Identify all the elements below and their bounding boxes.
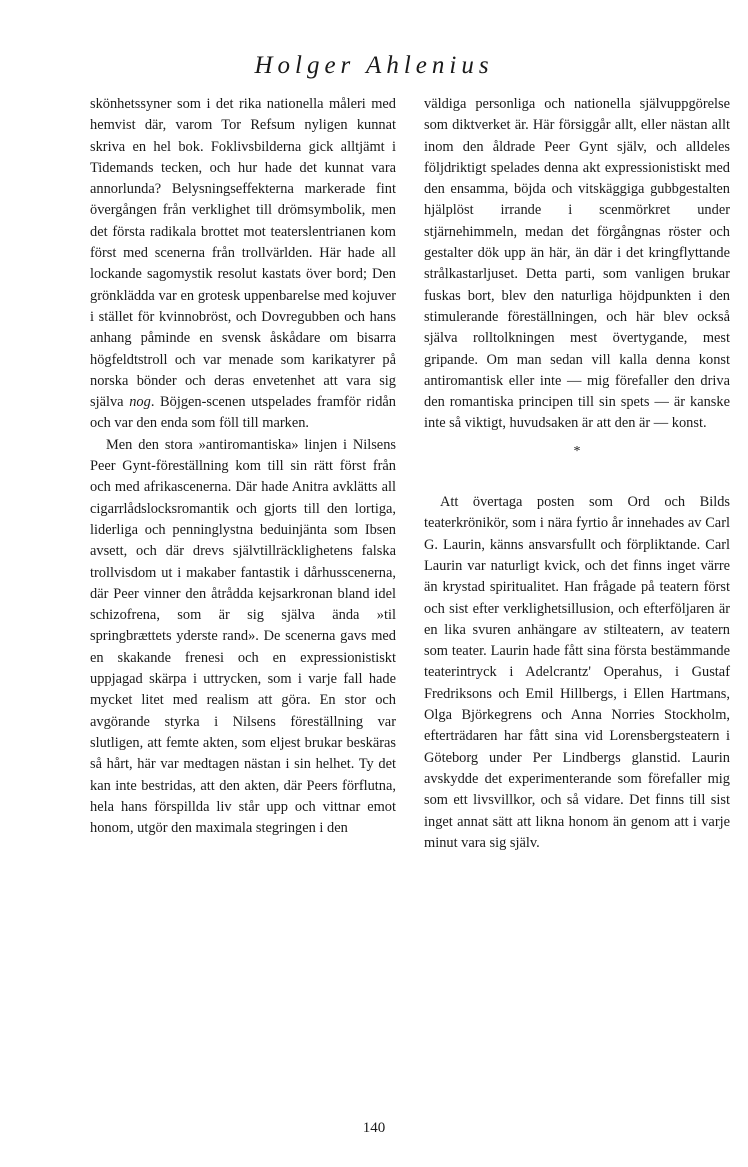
paragraph-text: skönhetssyner som i det rika nationella måleri med hemvist där, varom Tor Refsum nyligen kunnat skriva en hel bok. Foklivsbilderna gick alltjämt i Tidemands tecken, och hur hade det kunnat vara annorlunda? Belysningseffekterna markerade fint övergången från verklighet till drömsymbolik, men det första radikala brottet mot teaterslentrianen kom först med scenerna från trollvärlden. Här hade all lockande sagomystik resolut kastats över bord; Den grönklädda var en grotesk uppenbarelse med kojuver i stället för kvinnobröst, och Dovregubben och hans anhang påminde en svensk åskådare om bisarra högfeldtstroll och var menade som karikatyrer på norska bönder och deras envetenhet att vara sig själva (90, 96, 396, 411)
emphasized-word: nog (129, 394, 151, 411)
right-column (424, 94, 730, 854)
body-paragraph: Att övertaga posten som Ord och Bilds teaterkrönikör, som i nära fyrtio år innehades av Carl G. Laurin, känns ansvarsfullt och förpliktande. Carl Laurin var naturligt kvick, och det finns inget värre än krystad spiritualitet. Han frågade på teatern först och sist efter verklighetsillusion, och efterföljaren är en lika svuren anhängare av stilteatern, av teatern som teater. Laurin hade fått sina första bestämmande teaterintryck i Adelcrantz' Operahus, i Gustaf Fredriksons och Emil Hillbergs, i Ellen Hartmans, Olga Björkegrens och Anna Norries Stockholm, efterträdaren har fått sina vid Lorensbergsteatern i Göteborg under Per Lindbergs glanstid. Laurin avskydde det experimenterande som förefaller mig som ett livsvillkor, och så vidare. Det finns till sist inget annat sätt att likna honom än genom att i varje minut vara sig själv. (424, 494, 730, 851)
body-paragraph (90, 94, 396, 435)
body-paragraph: Men den stora »antiromantiska» linjen i Nilsens Peer Gynt-föreställning kom till sin rätt först från och med afrikascenerna. Där hade Anitra avklätts all cigarrlådslocksromantik och gjorts till den lortiga, liderliga och penninglystna beduinjänta som Ibsen avsett, och där drevs självtillräcklighetens falska trollvisdom ut i makaber fantastik i dårhusscenerna, där Peer vinner den åtrådda kejsarkronan bland idel schizofrena, som är sig själva ända »til springbrættets yderste rand». De scenerna gavs med en skakande frenesi och en expressionistiskt uppjagad skärpa i uttrycken, som i varje fall hade mycket litet med realism att göra. En stor och avgörande styrka i Nilsens föreställning var slutligen, att femte akten, som eljest brukar beskäras så hårt, här var medtagen nästan i sin helhet. Ty det kan inte bestridas, att den akten, där Peers förflutna, hela hans förspillda liv står upp och vittnar emot honom, utgör den maximala stegringen i den (90, 436, 396, 837)
left-column (90, 94, 396, 839)
running-header: Holger Ahlenius (254, 52, 494, 79)
page-number: 140 (362, 1120, 386, 1136)
body-paragraph: väldiga personliga och nationella självuppgörelse som diktverket är. Här försiggår allt, eller nästan allt inom den åldrade Peer Gynt själv, och alldeles följdriktigt spelades denna akt expressionistiskt med den ensamma, böjda och vitskäggiga gubbgestalten hjälplöst irrande i scenmörkret under stjärnehimmeln, medan det förgångnas röster och gestalter dök upp än här, än där i det kringflyttande strålkastarljuset. Detta parti, som vanligen brukar fuskas bort, blev den naturliga höjdpunkten i den stimulerande föreställningen, och här blev också själva rolltolkningen mest övertygande, mest gripande. Om man sedan vill kalla denna konst antiromantisk eller inte — mig förefaller den driva den romantiska principen till sin spets — är kanske inte så viktigt, huvudsaken är att den är — konst. (424, 96, 730, 432)
paragraph-text: . Böjgen-scenen utspelades framför ridån och var den enda som föll till marken. (90, 394, 396, 432)
section-separator: * (573, 443, 581, 459)
